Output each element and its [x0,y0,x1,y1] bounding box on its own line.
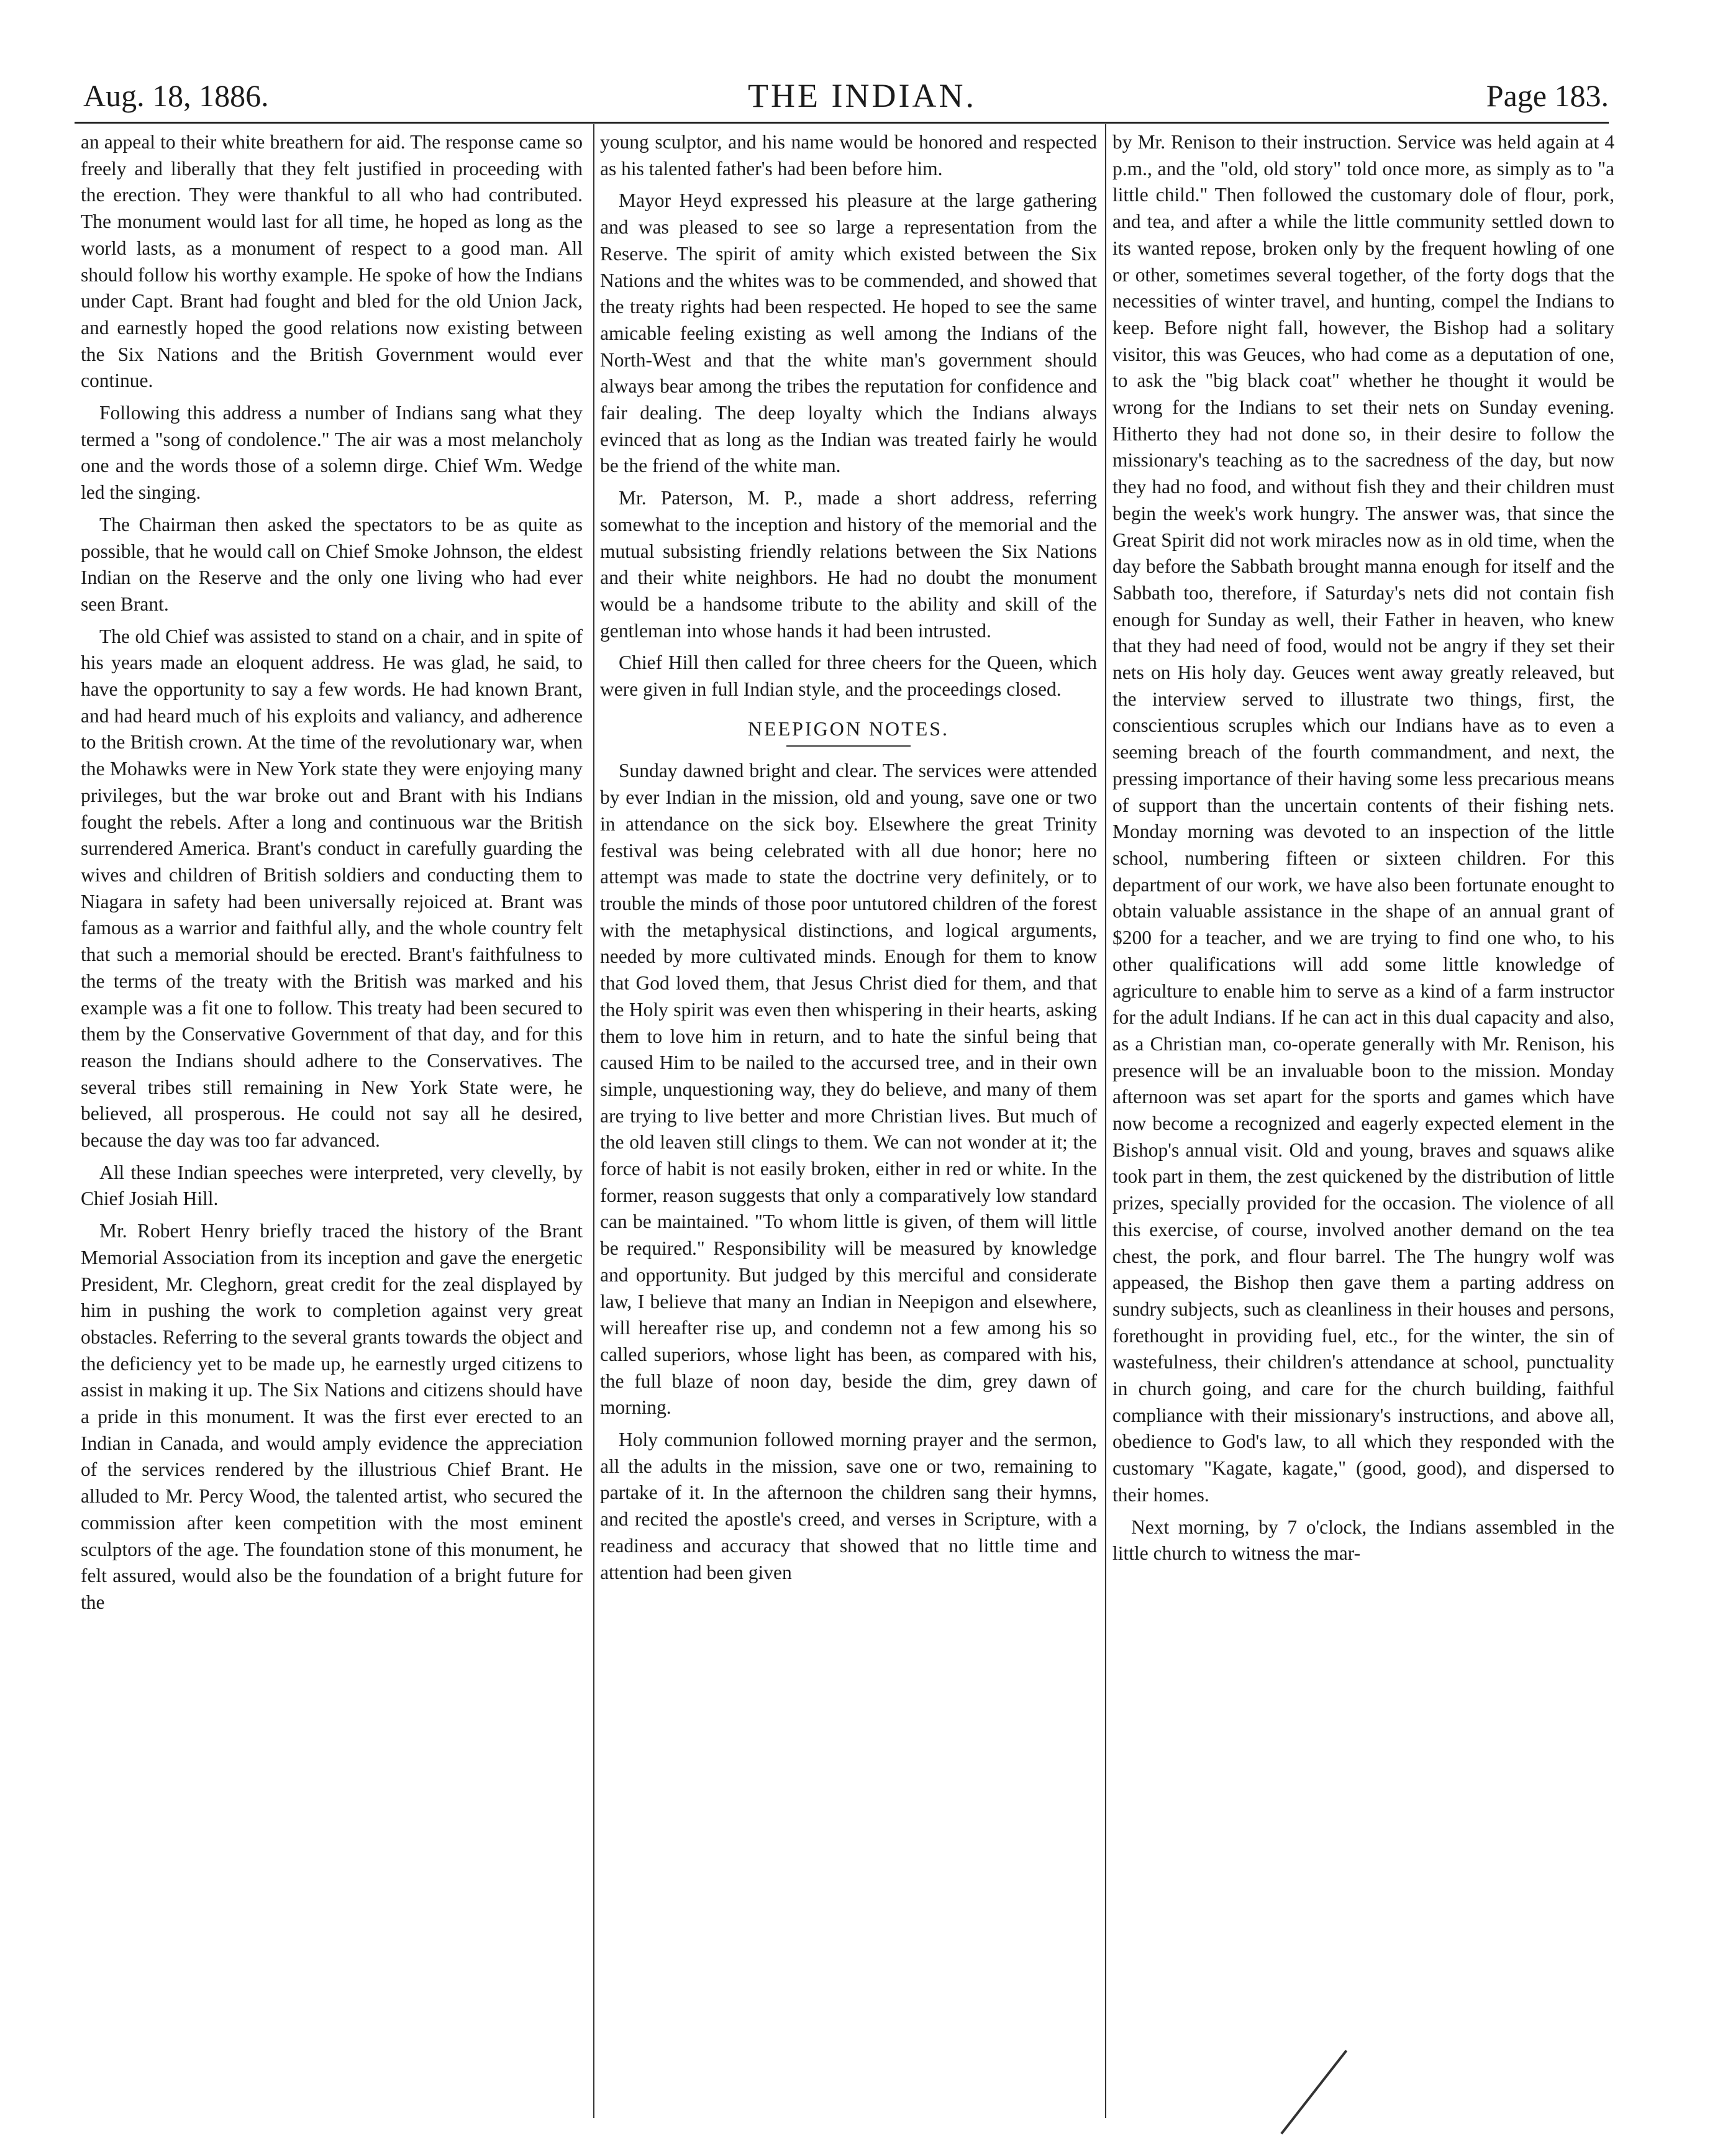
paragraph: Next morning, by 7 o'clock, the Indians assembled in the little church to witness the mar- [1112,1516,1614,1565]
column-1 [81,129,583,2120]
section-heading: NEEPIGON NOTES. [747,717,950,740]
paragraph: The Chairman then asked the spectators to be as quite as possible, that he would call on Chief Smoke Johnson, the eldest Indian on the Reserve and the only one living who had ever seen Brant. [81,513,583,615]
section-rule [786,745,911,747]
header-rule [75,122,1609,124]
paragraph: an appeal to their white breathern for aid. The response came so freely and liberally that they felt justified in proceeding with the erection. They were thankful to all who had contributed. The monument would last for all time, he hoped as long as the world lasts, as a monument of respect to a good man. All should follow his worthy example. He spoke of how the Indians under Capt. Brant had fought and bled for the old Union Jack, and earnestly hoped the good relations now existing between the Six Nations and the British Government would ever continue. [81,131,583,392]
paragraph: Holy communion followed morning prayer and the sermon, all the adults in the mission, save one or two, remaining to partake of it. In the afternoon the children sang their hymns, and recited the apostle's creed, and verses in Scripture, with a readiness and accuracy that showed that no little time and attention had been given [600,1429,1097,1583]
paragraph: All these Indian speeches were interpreted, very clevelly, by Chief Josiah Hill. [81,1161,583,1210]
paragraph: Mr. Paterson, M. P., made a short address, referring somewhat to the inception and history of the memorial and the mutual subsisting friendly relations between the Six Nations and their white neighbors. He had no doubt the monument would be a handsome tribute to the ability and skill of the gentleman into whose hands it had been intrusted. [600,487,1097,642]
paragraph: Sunday dawned bright and clear. The services were attended by ever Indian in the mission, old and young, save one or two in attendance on the sick boy. Elsewhere the great Trinity festival was being celebrated with all due honor; here no attempt was made to state the doctrine very definitely, or to trouble the minds of those poor untutored children of the forest with the metaphysical distinctions, and logical arguments, needed by more cultivated minds. Enough for them to know that God loved them, that Jesus Christ died for them, and that the Holy spirit was even then whispering in their hearts, asking them to love him in return, and to hate the sinful being that caused Him to be nailed to the accursed tree, and in their own simple, unquestioning way, they do believe, and many of them are trying to live better and more Christian lives. But much of the old leaven still clings to them. We can not wonder at it; the force of habit is not easily broken, either in red or white. In the former, reason suggests that only a comparatively low standard can be maintained. "To whom little is given, of them will little be required." Responsibility will be measured by knowledge and opportunity. But judged by this merciful and considerate law, I believe that many an Indian in Neepigon and elsewhere, will hereafter rise up, and condemn not a few among his so called superiors, whose light has been, as compared with his, the full blaze of noon day, beside the dim, grey dawn of morning. [600,760,1097,1419]
masthead-title: THE INDIAN. [748,77,976,114]
paragraph: young sculptor, and his name would be honored and respected as his talented father's had been before him. [600,131,1097,180]
column-divider [593,124,594,2118]
paragraph: Mr. Robert Henry briefly traced the history of the Brant Memorial Association from its inception and gave the energetic President, Mr. Cleghorn, great credit for the zeal displayed by him in pushing the work to completion against very great obstacles. Referring to the several grants towards the object and the deficiency yet to be made up, he earnestly urged citizens to assist in making it up. The Six Nations and citizens should have a pride in this monument. It was the first ever erected to an Indian in Canada, and would amply evidence the appreciation of the services rendered by the illustrious Chief Brant. He alluded to Mr. Percy Wood, the talented artist, who secured the commission after keen competition with the most eminent sculptors of the age. The foundation stone of this monument, he felt assured, would also be the foundation of a bright future for the [81,1220,583,1613]
paragraph: Chief Hill then called for three cheers for the Queen, which were given in full Indian style, and the proceedings closed. [600,652,1097,701]
issue-date: Aug. 18, 1886. [83,78,269,113]
paragraph: Mayor Heyd expressed his pleasure at the large gathering and was pleased to see so large a representation from the Reserve. The spirit of amity which existed between the Six Nations and the whites was to be commended, and showed that the treaty rights had been respected. He hoped to see the same amicable feeling existing as well among the Indians of the North-West and that the white man's government should always bear among the tribes the reputation for confidence and fair dealing. The deep loyalty which the Indians always evinced that as long as the Indian was treated fairly he would be the friend of the white man. [600,189,1097,477]
column-2 [600,129,1097,2120]
page-number: Page 183. [1486,78,1609,113]
paragraph: The old Chief was assisted to stand on a chair, and in spite of his years made an eloquent address. He was glad, he said, to have the opportunity to say a few words. He had known Brant, and had heard much of his exploits and valiancy, and adherence to the British crown. At the time of the revolutionary war, when the Mohawks were in New York state they were enjoying many privileges, but the war broke out and Brant with his Indians fought the rebels. After a long and continuous war the British surrendered America. Brant's conduct in carefully guarding the wives and children of British soldiers and conducting them to Niagara in safety had been universally rejoiced at. Brant was famous as a warrior and faithful ally, and the whole country felt that such a memorial should be erected. Brant's faithfulness to the terms of the treaty with the British was marked and his example was a fit one to follow. This treaty had been secured to them by the Conservative Government of that day, and for this reason the Indians should adhere to the Conservatives. The several tribes still remaining in New York State were, he believed, all prosperous. He could not say all he desired, because the day was too far advanced. [81,625,583,1152]
paragraph: by Mr. Renison to their instruction. Service was held again at 4 p.m., and the "old, old story" told once more, as simply as to "a little child." Then followed the customary dole of flour, pork, and tea, and after a while the little community settled down to its wanted repose, broken only by the frequent howling of one or other, sometimes several together, of the forty dogs that the necessities of winter travel, and hunting, compel the Indians to keep. Before night fall, however, the Bishop had a solitary visitor, this was Geuces, who had come as a deputation of one, to ask the "big black coat" whether he thought it would be wrong for the Indians to set their nets on Sunday evening. Hitherto they had not done so, in their desire to follow the missionary's teaching as to the sacredness of the day, but now they had no food, and without fish they and their children must begin the week's work hungry. The answer was, that since the Great Spirit did not work miracles now as in old time, when the day before the Sabbath brought manna enough for itself and the Sabbath too, therefore, if Saturday's nets did not contain fish enough for Sunday as well, their Father in heaven, who knew that they had need of food, would not be angry if they set their nets on His holy day. Geuces went away greatly releaved, but the interview served to illustrate two things, first, the conscientious scruples which our Indians have as to even a seeming breach of the fourth commandment, and next, the pressing importance of their having some less precarious means of support than the uncertain contents of their fishing nets. Monday morning was devoted to an inspection of the little school, numbering fifteen or sixteen children. For this department of our work, we have also been fortunate enought to obtain valuable assistance in the shape of an annual grant of $200 for a teacher, and we are trying to find one who, to his other qualifications will add some little knowledge of agriculture to enable him to serve as a kind of a farm instructor for the adult Indians. If he can act in this dual capacity and also, as a Christian man, co-operate generally with Mr. Renison, his presence will be an invaluable boon to the mission. Monday afternoon was set apart for the sports and games which have now become a recognized and eagerly expected element in the Bishop's annual visit. Old and young, braves and squaws alike took part in them, the zest quickened by the distribution of little prizes, specially provided for the occasion. The violence of all this exercise, of course, involved another demand on the tea chest, the pork, and flour barrel. The The hungry wolf was appeased, the Bishop then gave them a parting address on sundry subjects, such as cleanliness in their houses and persons, forethought in providing fuel, etc., for the winter, the sin of wastefulness, their children's attendance at school, punctuality in church going, and care for the church building, faithful compliance with their missionary's instructions, and above all, obedience to God's law, to all which they responded with the customary "Kagate, kagate," (good, good), and dispersed to their homes. [1112,131,1614,1506]
paragraph: Following this address a number of Indians sang what they termed a "song of condolence." The air was a most melancholy one and the words those of a solemn dirge. Chief Wm. Wedge led the singing. [81,402,583,504]
column-divider [1105,124,1106,2118]
column-3 [1112,129,1614,2120]
